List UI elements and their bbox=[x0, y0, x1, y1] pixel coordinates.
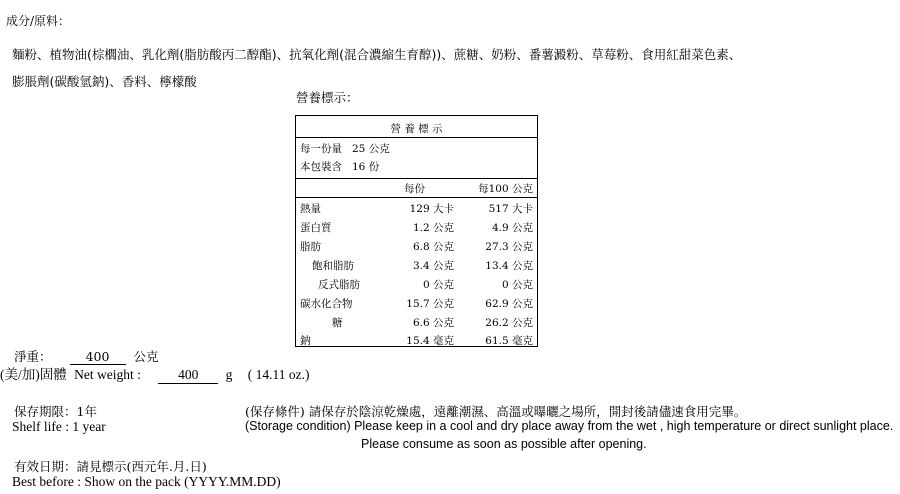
nutrient-per-100g: 27.3 公克 bbox=[485, 241, 533, 253]
nutrient-name: 反式脂肪 bbox=[318, 279, 360, 291]
net-weight-en-prefix: (美/加)固體 bbox=[0, 367, 67, 382]
serving-size-value: 25 公克 bbox=[352, 143, 390, 155]
nutrient-per-100g: 62.9 公克 bbox=[485, 298, 533, 310]
nutrient-name: 糖 bbox=[332, 317, 343, 329]
nutrient-per-100g: 61.5 毫克 bbox=[485, 335, 533, 347]
column-header-row bbox=[296, 178, 537, 196]
nutrient-per-100g: 517 大卡 bbox=[488, 203, 533, 215]
nutrient-name: 蛋白質 bbox=[300, 222, 332, 234]
net-weight-oz: ( 14.11 oz.) bbox=[247, 367, 310, 382]
net-weight-cn-label: 淨重： bbox=[14, 349, 52, 364]
shelf-life-en: Shelf life : 1 year bbox=[12, 419, 106, 434]
ingredients-title: 成分/原料： bbox=[6, 14, 71, 28]
net-weight-en-label: Net weight : bbox=[74, 367, 141, 382]
nutrition-table-title-row bbox=[296, 118, 537, 136]
nutrition-label: 營養標示： bbox=[296, 90, 359, 105]
nutrient-per-100g: 13.4 公克 bbox=[485, 260, 533, 272]
nutrient-per-100g: 26.2 公克 bbox=[485, 317, 533, 329]
nutrient-per-serving: 6.6 公克 bbox=[412, 317, 454, 329]
ingredients-line-2: 膨脹劑(碳酸氫鈉)、香料、檸檬酸 bbox=[12, 74, 197, 89]
nutrient-per-serving: 15.7 公克 bbox=[406, 298, 454, 310]
nutrient-name: 鈉 bbox=[300, 335, 311, 347]
nutrient-name: 飽和脂肪 bbox=[312, 260, 354, 272]
nutrient-per-100g: 0 公克 bbox=[501, 279, 533, 291]
best-before-cn: 有效日期：請見標示(西元年.月.日) bbox=[14, 459, 207, 474]
best-before-en: Best before : Show on the pack (YYYY.MM.DD) bbox=[12, 474, 281, 489]
nutrient-name: 脂肪 bbox=[300, 241, 321, 253]
storage-consume-en: Please consume as soon as possible after opening. bbox=[361, 437, 647, 451]
net-weight-cn-unit: 公克 bbox=[133, 349, 159, 364]
nutrition-table-title: 營 養 標 示 bbox=[390, 123, 443, 135]
servings-row bbox=[296, 156, 537, 174]
nutrient-per-serving: 6.8 公克 bbox=[412, 241, 454, 253]
net-weight-en-value: 400 bbox=[158, 367, 218, 384]
table-row bbox=[296, 293, 537, 311]
nutrient-per-100g: 4.9 公克 bbox=[491, 222, 533, 234]
table-row bbox=[296, 198, 537, 216]
storage-condition-en: (Storage condition) Please keep in a cool and dry place away from the wet , high temperature or direct sunlight place. bbox=[245, 419, 894, 433]
col-per-serving: 每份 bbox=[404, 183, 425, 195]
servings-label: 本包裝含 bbox=[300, 161, 342, 173]
nutrient-name: 碳水化合物 bbox=[300, 298, 353, 310]
table-row bbox=[296, 255, 537, 273]
nutrient-per-serving: 15.4 毫克 bbox=[406, 335, 454, 347]
nutrient-per-serving: 0 公克 bbox=[422, 279, 454, 291]
table-row bbox=[296, 330, 537, 348]
serving-size-label: 每一份量 bbox=[300, 143, 342, 155]
servings-value: 16 份 bbox=[352, 161, 380, 173]
nutrient-per-serving: 1.2 公克 bbox=[412, 222, 454, 234]
net-weight-en bbox=[0, 363, 309, 384]
table-row bbox=[296, 236, 537, 254]
storage-condition-cn: (保存條件) 請保存於陰涼乾燥處，遠離潮濕、高溫或曝曬之場所，開封後請儘速食用完畢。 bbox=[245, 404, 747, 419]
table-row bbox=[296, 312, 537, 330]
table-row bbox=[296, 274, 537, 292]
net-weight-en-unit: g bbox=[225, 367, 233, 382]
serving-size-row bbox=[296, 138, 537, 156]
col-per-100g: 每100 公克 bbox=[478, 183, 533, 195]
nutrient-per-serving: 3.4 公克 bbox=[412, 260, 454, 272]
nutrient-per-serving: 129 大卡 bbox=[409, 203, 454, 215]
net-weight-cn-value: 400 bbox=[70, 349, 126, 365]
nutrition-table bbox=[295, 115, 538, 347]
table-row bbox=[296, 217, 537, 235]
nutrient-name: 熱量 bbox=[300, 203, 321, 215]
shelf-life-cn: 保存期限：1年 bbox=[14, 404, 97, 419]
ingredients-line-1: 麵粉、植物油(棕櫚油、乳化劑(脂肪酸丙二醇酯)、抗氧化劑(混合濃縮生育醇))、蔗糖、奶粉、番薯澱粉、草莓粉、食用紅甜菜色素、 bbox=[12, 47, 742, 62]
